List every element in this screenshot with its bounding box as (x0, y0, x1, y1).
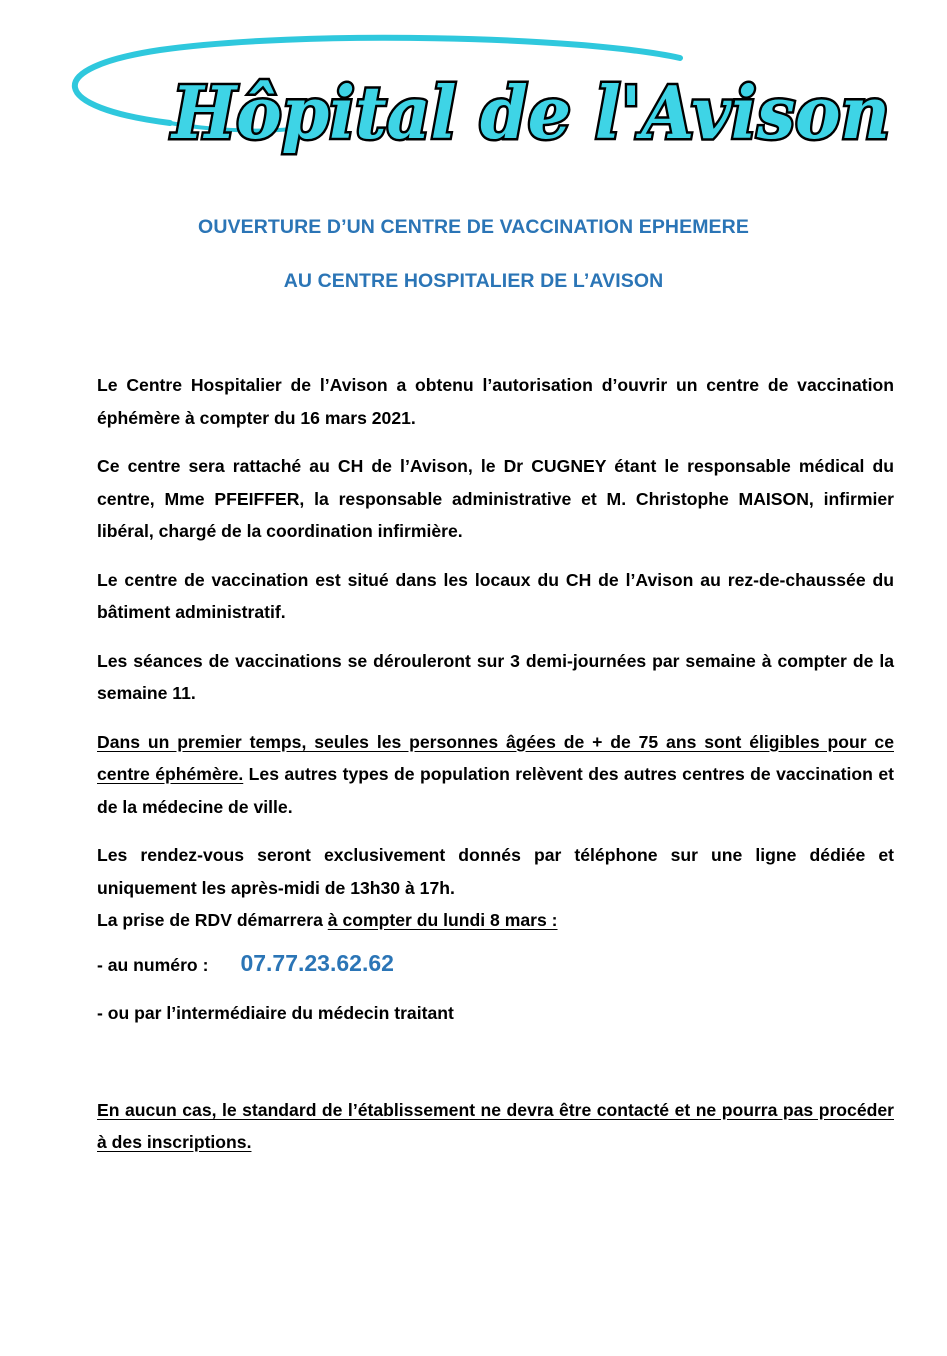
heading-line-2: AU CENTRE HOSPITALIER DE L’AVISON (283, 270, 664, 292)
logo-graphic (40, 28, 910, 168)
appointments-text: Les rendez-vous seront exclusivement donnés par téléphone sur une ligne dédiée et uniquement les après-midi de 13h30 à 17h. (97, 845, 894, 898)
phone-number: 07.77.23.62.62 (240, 949, 394, 976)
paragraph-sessions: Les séances de vaccinations se dérouleront sur 3 demi-journées par semaine à compter de la semaine 11. (97, 650, 894, 703)
paragraph-staff: Ce centre sera rattaché au CH de l’Avison, le Dr CUGNEY étant le responsable médical du centre, Mme PFEIFFER, la responsable administrative et M. Christophe MAISON, infirmier libéral, chargé de la coordination infirmière. (97, 456, 894, 541)
appointments-start-line (97, 904, 894, 937)
paragraph-eligibility (97, 726, 894, 824)
paragraph-authorization: Le Centre Hospitalier de l’Avison a obtenu l’autorisation d’ouvrir un centre de vaccination éphémère à compter du 16 mars 2021. (97, 375, 894, 428)
paragraph-appointments (97, 839, 894, 937)
appointments-start: La prise de RDV démarrera (97, 910, 328, 930)
doctor-line: - ou par l’intermédiaire du médecin traitant (97, 1003, 454, 1023)
eligibility-underlined: Dans un premier temps, seules les personnes âgées de + de 75 ans sont éligibles pour ce centre éphémère. (97, 731, 894, 784)
phone-label: - au numéro : (97, 954, 209, 975)
paragraph-location: Le centre de vaccination est situé dans les locaux du CH de l’Avison au rez-de-chaussée du bâtiment administratif. (97, 569, 894, 622)
spacer (97, 1046, 894, 1094)
phone-row (97, 947, 894, 982)
announcement-body (97, 369, 894, 1175)
eligibility-rest: Les autres types de population relèvent des autres centres de vaccination et de la médecine de ville. (97, 764, 894, 817)
warning-notice: En aucun cas, le standard de l’établissement ne devra être contacté et ne pourra pas procéder à des inscriptions. (97, 1099, 894, 1152)
hospital-logo (40, 28, 910, 168)
appointments-date: à compter du lundi 8 mars : (327, 910, 558, 930)
heading-line-1: OUVERTURE D’UN CENTRE DE VACCINATION EPHEMERE (198, 216, 749, 238)
logo-title: Hôpital de l'Avison (170, 70, 890, 155)
